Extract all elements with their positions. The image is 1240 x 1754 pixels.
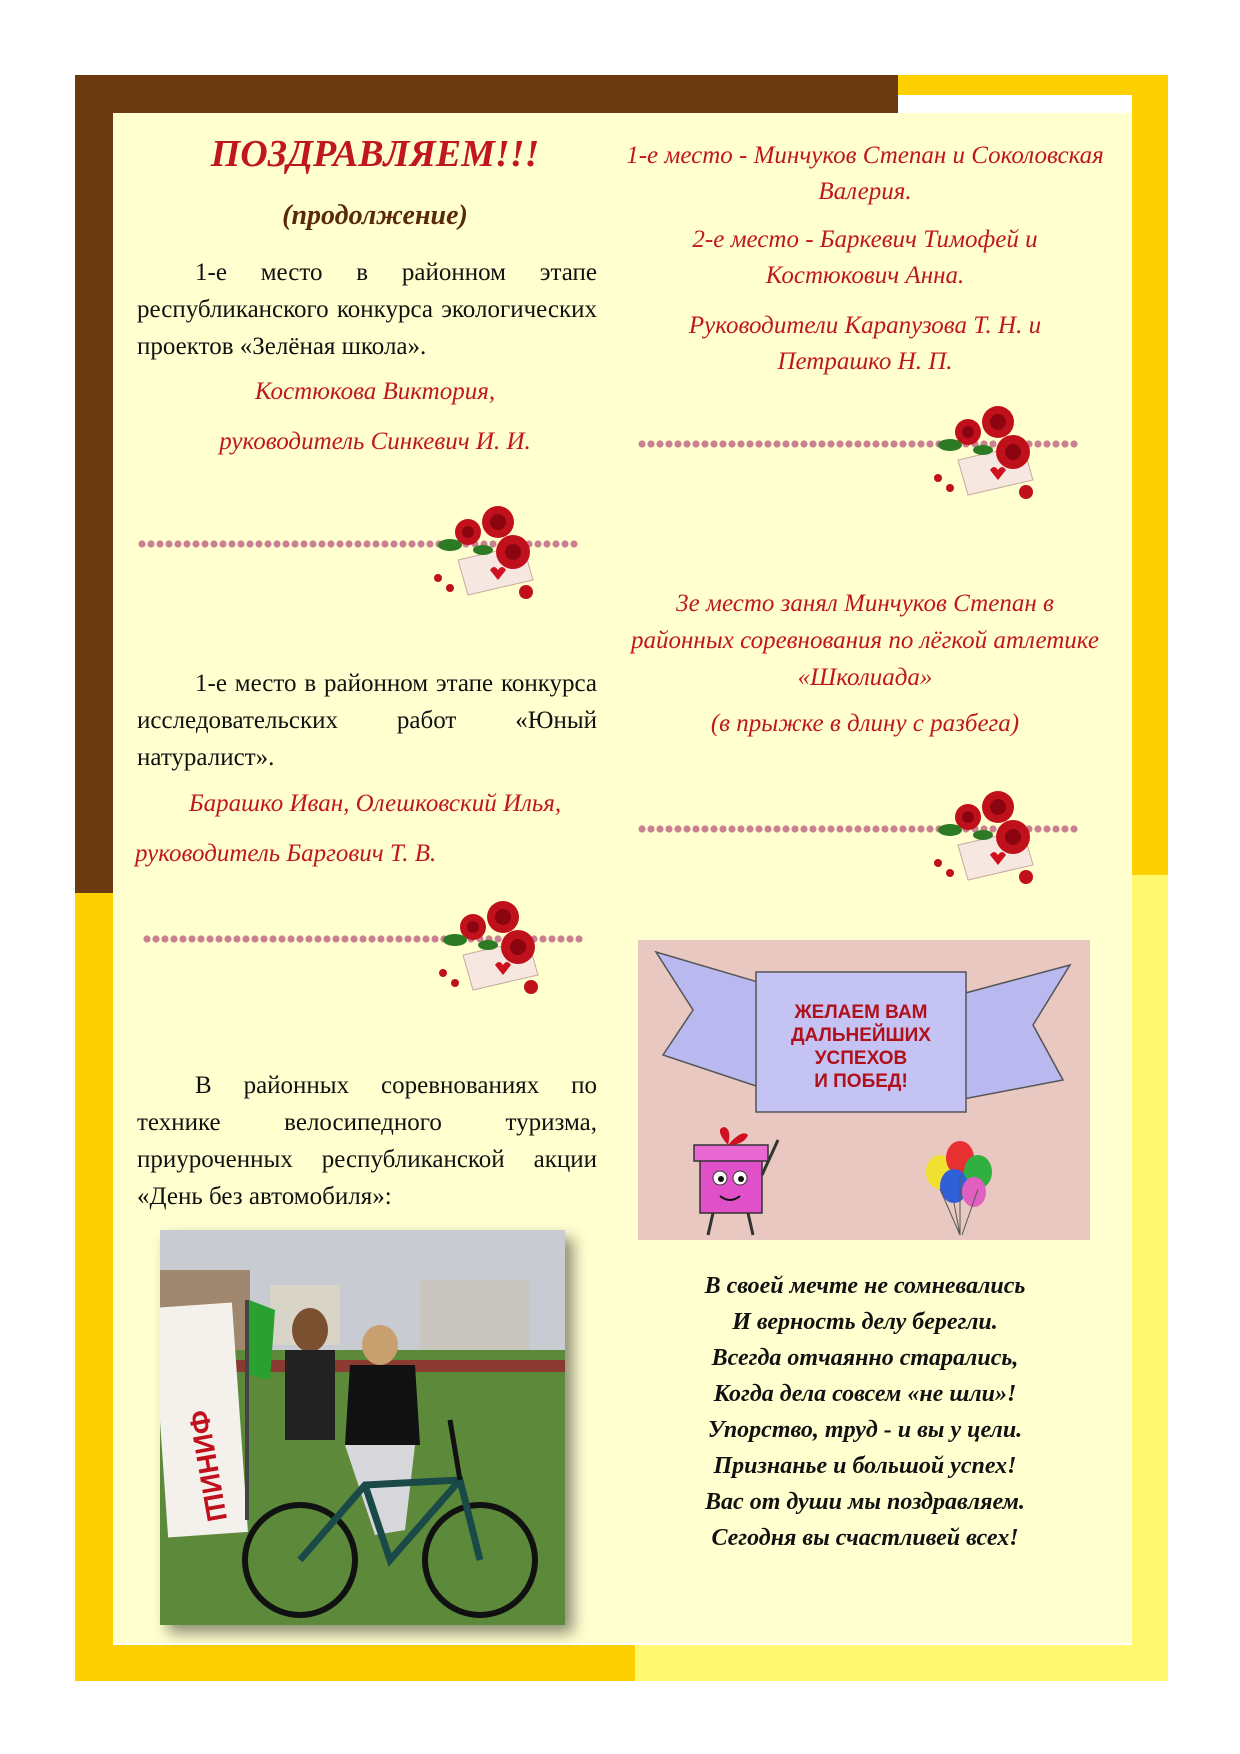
bead — [926, 825, 933, 832]
bead — [710, 440, 717, 447]
bead — [1043, 440, 1050, 447]
banner-line-1: ЖЕЛАЕМ ВАМ — [794, 1002, 928, 1023]
bead — [746, 440, 753, 447]
award-text-1: 1-е место в районном этапе республиканского конкурса экологических проектов «Зелёная школа». — [137, 259, 597, 360]
award-name-2: Барашко Иван, Олешковский Илья, — [188, 790, 562, 817]
bead — [836, 440, 843, 447]
bead — [692, 825, 699, 832]
bead — [183, 540, 190, 547]
bead — [287, 935, 294, 942]
bead — [359, 935, 366, 942]
bead — [836, 825, 843, 832]
poem-line: Вас от души мы поздравляем. — [705, 1489, 1025, 1515]
poem-line: Всегда отчаянно старались, — [711, 1345, 1019, 1371]
bead — [1034, 825, 1041, 832]
result-place-3: 3е место занял Минчуков Степан в районных соревнования по лёгкой атлетике «Школиада» — [631, 590, 1099, 691]
bead — [309, 540, 316, 547]
bead — [1043, 825, 1050, 832]
bead — [1070, 825, 1077, 832]
bead — [368, 935, 375, 942]
bead — [291, 540, 298, 547]
bead — [161, 935, 168, 942]
bead — [534, 540, 541, 547]
bead — [147, 540, 154, 547]
bead — [827, 825, 834, 832]
bead — [390, 540, 397, 547]
bead — [242, 935, 249, 942]
bead — [188, 935, 195, 942]
bead — [206, 935, 213, 942]
bead — [138, 540, 145, 547]
bead — [296, 935, 303, 942]
bead — [989, 825, 996, 832]
result-place-2: 2-е место - Баркевич Тимофей и Костюкович Анна. — [692, 226, 1038, 289]
poem-line: Признанье и большой успех! — [713, 1453, 1017, 1479]
bead — [791, 440, 798, 447]
bead — [764, 440, 771, 447]
poem-line: Когда дела совсем «не шли»! — [713, 1381, 1017, 1407]
frame-yellow-right — [1132, 875, 1168, 1680]
bead — [350, 935, 357, 942]
bead — [908, 440, 915, 447]
bead — [782, 440, 789, 447]
bead — [170, 935, 177, 942]
bead — [314, 935, 321, 942]
bead — [1034, 440, 1041, 447]
rose-divider-4 — [638, 785, 1098, 895]
result-leads: Руководители Карапузова Т. Н. и Петрашко Н. П. — [688, 312, 1042, 375]
bead — [728, 440, 735, 447]
bead — [1070, 440, 1077, 447]
bead — [255, 540, 262, 547]
bead — [800, 440, 807, 447]
page-subtitle: (продолжение) — [282, 200, 468, 231]
bead — [179, 935, 186, 942]
bead — [881, 825, 888, 832]
award-text-2: 1-е место в районном этапе конкурса исследовательских работ «Юный натуралист». — [137, 670, 597, 771]
bead — [386, 935, 393, 942]
bead — [863, 440, 870, 447]
rose-divider-2 — [143, 895, 603, 1005]
bead — [647, 440, 654, 447]
bead — [539, 935, 546, 942]
result-place-3-note: (в прыжке в длину с разбега) — [710, 710, 1020, 737]
bead — [215, 935, 222, 942]
bead — [890, 440, 897, 447]
bead — [332, 935, 339, 942]
bead — [318, 540, 325, 547]
bead — [282, 540, 289, 547]
bead — [791, 825, 798, 832]
bead — [917, 825, 924, 832]
bead — [197, 935, 204, 942]
bead — [674, 440, 681, 447]
bead — [278, 935, 285, 942]
finish-sign: ФИНИШ — [182, 1407, 233, 1524]
bead — [809, 440, 816, 447]
bead — [710, 825, 717, 832]
bead — [251, 935, 258, 942]
bead — [818, 825, 825, 832]
bead — [413, 935, 420, 942]
bead — [552, 540, 559, 547]
bead — [264, 540, 271, 547]
bead — [489, 540, 496, 547]
bead — [494, 935, 501, 942]
bead — [156, 540, 163, 547]
bead — [219, 540, 226, 547]
bead — [782, 825, 789, 832]
bead — [773, 440, 780, 447]
bead — [746, 825, 753, 832]
bead — [336, 540, 343, 547]
bead — [377, 935, 384, 942]
bead — [989, 440, 996, 447]
bead — [656, 825, 663, 832]
bead — [899, 825, 906, 832]
frame-yellow-bottom — [635, 1645, 1168, 1681]
bead — [665, 440, 672, 447]
frame-gold-left — [75, 893, 113, 1681]
frame-gold-right — [1132, 75, 1168, 875]
bead — [737, 825, 744, 832]
bead — [404, 935, 411, 942]
bead — [575, 935, 582, 942]
bead — [422, 935, 429, 942]
bead — [174, 540, 181, 547]
bead — [224, 935, 231, 942]
frame-gold-top — [898, 75, 1168, 95]
poem-line: И верность делу берегли. — [732, 1309, 998, 1335]
bead — [728, 825, 735, 832]
bead — [1061, 825, 1068, 832]
bead — [908, 825, 915, 832]
bead — [399, 540, 406, 547]
bead — [854, 440, 861, 447]
bead — [341, 935, 348, 942]
bead — [638, 440, 645, 447]
bead — [269, 935, 276, 942]
bead — [737, 440, 744, 447]
bead — [327, 540, 334, 547]
bead — [561, 540, 568, 547]
bead — [165, 540, 172, 547]
bead — [872, 440, 879, 447]
bead — [917, 440, 924, 447]
bead — [570, 540, 577, 547]
bead — [827, 440, 834, 447]
bead — [300, 540, 307, 547]
award-name-1: Костюкова Виктория, — [254, 378, 496, 405]
bead — [719, 825, 726, 832]
bead — [228, 540, 235, 547]
result-place-1: 1-е место - Минчуков Степан и Соколовская Валерия. — [626, 142, 1104, 205]
bead — [192, 540, 199, 547]
bead — [701, 440, 708, 447]
rose-divider-3 — [638, 400, 1098, 510]
bead — [557, 935, 564, 942]
bead — [881, 440, 888, 447]
award-text-3: В районных соревнованиях по технике велосипедного туризма, приуроченных республиканской акции «День без автомобиля»: — [137, 1072, 597, 1210]
bead — [543, 540, 550, 547]
bead — [692, 440, 699, 447]
bead — [809, 825, 816, 832]
bead — [665, 825, 672, 832]
bead — [854, 825, 861, 832]
bead — [372, 540, 379, 547]
bead — [381, 540, 388, 547]
page-title: ПОЗДРАВЛЯЕМ!!! — [210, 133, 540, 175]
banner-line-4: И ПОБЕД! — [814, 1071, 908, 1092]
bead — [237, 540, 244, 547]
bead — [305, 935, 312, 942]
poem-line: Упорство, труд - и вы у цели. — [707, 1417, 1023, 1443]
award-lead-1: руководитель Синкевич И. И. — [219, 428, 531, 455]
bead — [755, 440, 762, 447]
bead — [647, 825, 654, 832]
bead — [408, 540, 415, 547]
award-lead-2: руководитель Баргович Т. В. — [135, 840, 437, 867]
bead — [638, 825, 645, 832]
bead — [863, 825, 870, 832]
bead — [683, 825, 690, 832]
poem-line: Сегодня вы счастливей всех! — [711, 1525, 1019, 1551]
poem-line: В своей мечте не сомневались — [704, 1273, 1026, 1299]
banner-line-2: ДАЛЬНЕЙШИХ — [791, 1025, 931, 1046]
bead — [674, 825, 681, 832]
bead — [773, 825, 780, 832]
balloons-icon — [926, 1141, 992, 1235]
bead — [701, 825, 708, 832]
bead — [354, 540, 361, 547]
bead — [143, 935, 150, 942]
congratulation-poem — [640, 1268, 1090, 1556]
bead — [233, 935, 240, 942]
bicycle-photo — [160, 1230, 565, 1625]
bead — [201, 540, 208, 547]
bead — [566, 935, 573, 942]
bead — [548, 935, 555, 942]
bead — [426, 540, 433, 547]
bead — [417, 540, 424, 547]
bead — [899, 440, 906, 447]
gift-box-character — [694, 1127, 778, 1235]
bead — [260, 935, 267, 942]
bead — [719, 440, 726, 447]
bead — [656, 440, 663, 447]
bead — [323, 935, 330, 942]
bead — [755, 825, 762, 832]
bead — [1052, 440, 1059, 447]
rose-divider-1 — [138, 500, 598, 610]
bead — [845, 440, 852, 447]
banner-line-3: УСПЕХОВ — [814, 1048, 908, 1069]
bead — [273, 540, 280, 547]
bead — [818, 440, 825, 447]
bead — [926, 440, 933, 447]
frame-gold-bottom — [75, 1645, 635, 1681]
bead — [764, 825, 771, 832]
bead — [345, 540, 352, 547]
bead — [363, 540, 370, 547]
bead — [845, 825, 852, 832]
bead — [683, 440, 690, 447]
bead — [210, 540, 217, 547]
bead — [152, 935, 159, 942]
bead — [872, 825, 879, 832]
bead — [431, 935, 438, 942]
bead — [890, 825, 897, 832]
bead — [1052, 825, 1059, 832]
bead — [800, 825, 807, 832]
bead — [395, 935, 402, 942]
bead — [1061, 440, 1068, 447]
bead — [246, 540, 253, 547]
wishes-banner — [638, 940, 1090, 1240]
